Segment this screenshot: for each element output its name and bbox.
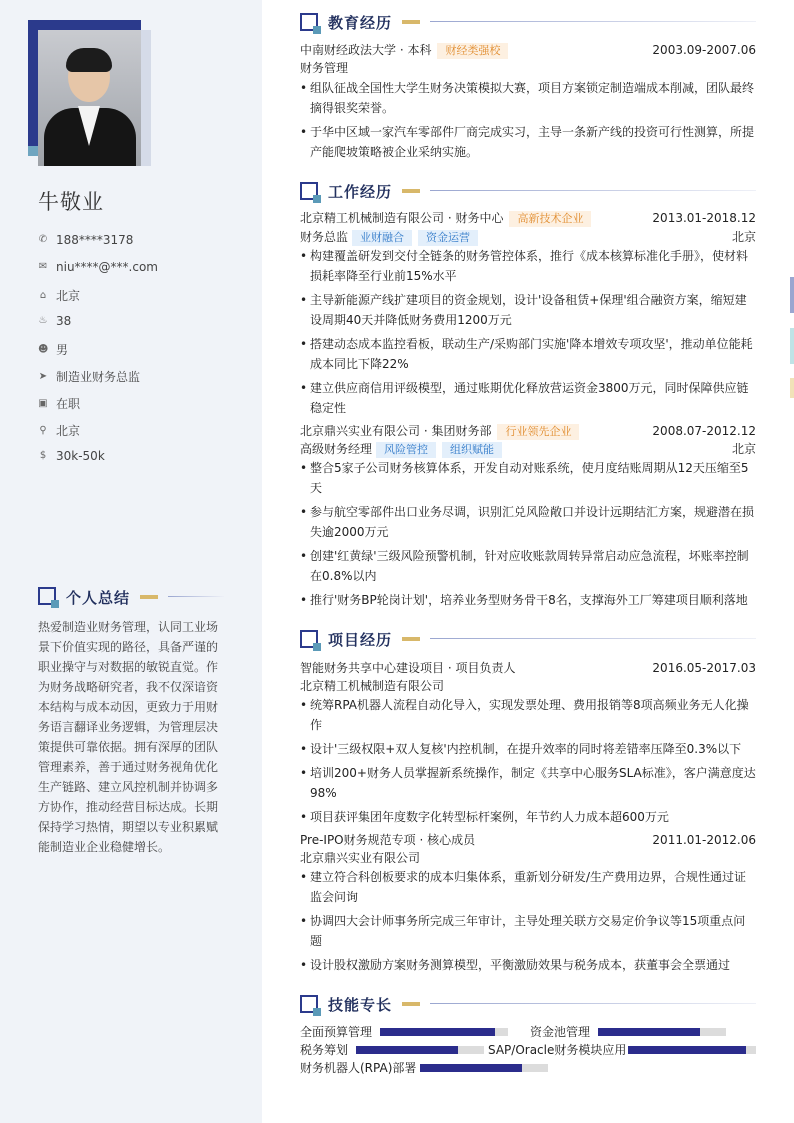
job-city: 北京 [731,442,756,456]
target-role-row [38,368,140,385]
email-row [38,260,158,274]
section-square-icon [38,587,56,605]
job-bullet: • 参与航空零部件出口业务尽调，识别汇兑风险敞口并设计远期结汇方案，规避潜在损失逾2000万元 [300,502,756,542]
age-row [38,314,71,328]
skill-bar [598,1028,726,1036]
title-rule [430,1003,756,1004]
salary-row [38,449,105,463]
skill-bar [628,1046,756,1054]
education-title: 教育经历 [328,14,393,32]
skill-bar [356,1046,484,1054]
job-bullet: • 创建'红黄绿'三级风险预警机制，针对应收账款周转异常启动应急流程，坏账率控制在0.8%以内 [300,546,756,586]
section-square-icon [300,630,318,648]
project-header-row [300,831,756,849]
gender-row [38,341,68,358]
gender-value: 男 [56,343,69,357]
skill-label: 资金池管理 [530,1025,591,1039]
section-square-icon [300,182,318,200]
skills-section-header [300,994,756,1014]
email-value: niu****@***.com [56,260,158,274]
person-icon: ☻ [38,343,49,355]
job-bullet: • 构建覆盖研发到交付全链条的财务管控体系，推行《成本核算标准化手册》，使材料损耗率降至行业前15%水平 [300,246,756,286]
job-header-row [300,422,756,440]
avatar [38,30,141,166]
role-tag: 资金运营 [418,230,478,246]
project-bullet: • 设计'三级权限+双人复核'内控机制，在提升效率的同时将差错率压降至0.3%以下 [300,739,756,759]
title-accent [402,189,420,193]
education-bullet: • 于华中区域一家汽车零部件厂商完成实习，主导一条新产线的投资可行性测算，所提产能爬坡策略被企业采纳实施。 [300,122,756,162]
company-tag: 行业领先企业 [497,424,579,440]
education-bullet: • 组队征战全国性大学生财务决策模拟大赛，项目方案锁定制造端成本削减，团队最终摘得银奖荣誉。 [300,78,756,118]
title-accent [140,595,158,599]
job-role-row [300,228,756,246]
role-tag: 组织赋能 [442,442,502,458]
job-role: 高级财务经理 [300,442,373,456]
section-square-icon [300,995,318,1013]
project-name: 智能财务共享中心建设项目 · 项目负责人 [300,661,516,675]
project-org: 北京精工机械制造有限公司 [300,679,445,693]
job-company: 北京精工机械制造有限公司 · 财务中心 [300,211,504,225]
job-period: 2008.07-2012.12 [652,424,756,438]
title-accent [402,637,420,641]
project-bullet: • 设计股权激励方案财务测算模型，平衡激励效果与税务成本，获董事会全票通过 [300,955,756,975]
target-city-row [38,422,80,439]
section-square-icon [300,13,318,31]
send-icon: ➤ [38,370,48,382]
candidate-name: 牛敬业 [38,190,104,214]
project-period: 2011.01-2012.06 [652,833,756,847]
project-bullet: • 建立符合科创板要求的成本归集体系，重新划分研发/生产费用边界，合规性通过证监会问询 [300,867,756,907]
project-period: 2016.05-2017.03 [652,661,756,675]
role-tag: 业财融合 [352,230,412,246]
title-rule [430,190,756,191]
skill-bar-fill [380,1028,495,1036]
skill-label: 税务筹划 [300,1043,349,1057]
project-bullet: • 项目获评集团年度数字化转型标杆案例，年节约人力成本超600万元 [300,807,756,827]
edge-accent-teal [790,328,794,364]
job-header-row [300,209,756,227]
role-tag: 风险管控 [376,442,436,458]
age-value: 38 [56,314,72,328]
briefcase-icon: ▣ [38,397,48,409]
project-bullet: • 统筹RPA机器人流程自动化导入，实现发票处理、费用报销等8项高频业务无人化操作 [300,695,756,735]
job-bullet: • 推行'财务BP轮岗计划'，培养业务型财务骨干8名，支撑海外工厂筹建项目顺利落地 [300,590,756,610]
summary-text: 热爱制造业财务管理，认同工业场景下价值实现的路径，具备严谨的职业操守与对数据的敏锐直觉。作为财务战略研究者，我不仅深谙资本结构与成本动因，更致力于用财务语言翻译业务逻辑，为管理层决策提供可靠依据。拥有深厚的团队管理素养，善于通过财务视角优化生产链路、建立风控机制并协调多方协作，推动经营目标达成。长期保持学习热情，期望以专业积累赋能制造业企业稳健增长。 [38,620,219,854]
job-role-row [300,440,756,458]
target-role-value: 制造业财务总监 [56,370,141,384]
education-section-header [300,12,756,32]
job-bullet: • 搭建动态成本监控看板，联动生产/采购部门实施'降本增效专项攻坚'，推动单位能耗成本同比下降22% [300,334,756,374]
location-row [38,287,80,304]
project-org: 北京鼎兴实业有限公司 [300,851,421,865]
title-rule [430,21,756,22]
location-value: 北京 [56,289,81,303]
phone-icon: ✆ [38,234,48,245]
job-role: 财务总监 [300,230,349,244]
skill-label: SAP/Oracle财务模块应用 [488,1043,627,1057]
job-bullet: • 整合5家子公司财务核算体系，开发自动对账系统，使月度结账周期从12天压缩至5天 [300,458,756,498]
cake-icon: ♨ [38,315,48,326]
project-bullet: • 协调四大会计师事务所完成三年审计，主导处理关联方交易定价争议等15项重点问题 [300,911,756,951]
skill-label: 财务机器人(RPA)部署 [300,1061,417,1075]
title-rule [168,596,224,597]
edge-accent-gold [790,378,794,398]
project-name: Pre-IPO财务规范专项 · 核心成员 [300,833,476,847]
school-tag: 财经类强校 [437,43,508,59]
skills-title: 技能专长 [328,996,393,1014]
project-bullet: • 培训200+财务人员掌握新系统操作，制定《共享中心服务SLA标准》，客户满意度达98% [300,763,756,803]
title-rule [430,638,756,639]
job-period: 2013.01-2018.12 [652,211,756,225]
company-tag: 高新技术企业 [509,211,591,227]
status-row [38,395,80,412]
sidebar [0,0,262,1123]
skill-bar-fill [598,1028,700,1036]
projects-title: 项目经历 [328,631,393,649]
job-bullet: • 建立供应商信用评级模型，通过账期优化释放营运资金3800万元，同时保障供应链稳定性 [300,378,756,418]
skill-bar-fill [628,1046,746,1054]
phone-row [38,233,133,247]
project-header-row [300,659,756,677]
photo-accent-square [28,146,38,156]
edge-accent-blue [790,277,794,313]
skill-bar-fill [420,1064,522,1072]
summary-section-header [38,587,224,607]
education-period: 2003.09-2007.06 [652,43,756,57]
home-icon: ⌂ [39,289,47,301]
work-section-header [300,181,756,201]
skill-bar-fill [356,1046,458,1054]
job-city: 北京 [731,230,756,244]
work-title: 工作经历 [328,183,393,201]
title-accent [402,1002,420,1006]
summary-title: 个人总结 [66,589,131,607]
education-major: 财务管理 [300,61,349,75]
title-accent [402,20,420,24]
money-icon: $ [39,450,47,461]
phone-value: 188****3178 [56,233,134,247]
mail-icon: ✉ [38,261,48,272]
job-bullet: • 主导新能源产线扩建项目的资金规划，设计'设备租赁+保理'组合融资方案，缩短建设周期40天并降低财务费用1200万元 [300,290,756,330]
job-company: 北京鼎兴实业有限公司 · 集团财务部 [300,424,492,438]
map-pin-icon: ⚲ [39,424,47,436]
status-value: 在职 [56,397,81,411]
skill-bar [380,1028,508,1036]
projects-section-header [300,629,756,649]
salary-value: 30k-50k [56,449,105,463]
target-city-value: 北京 [56,424,81,438]
education-header-row [300,41,756,59]
skill-label: 全面预算管理 [300,1025,373,1039]
school-name: 中南财经政法大学 · 本科 [300,43,432,57]
skill-bar [420,1064,548,1072]
